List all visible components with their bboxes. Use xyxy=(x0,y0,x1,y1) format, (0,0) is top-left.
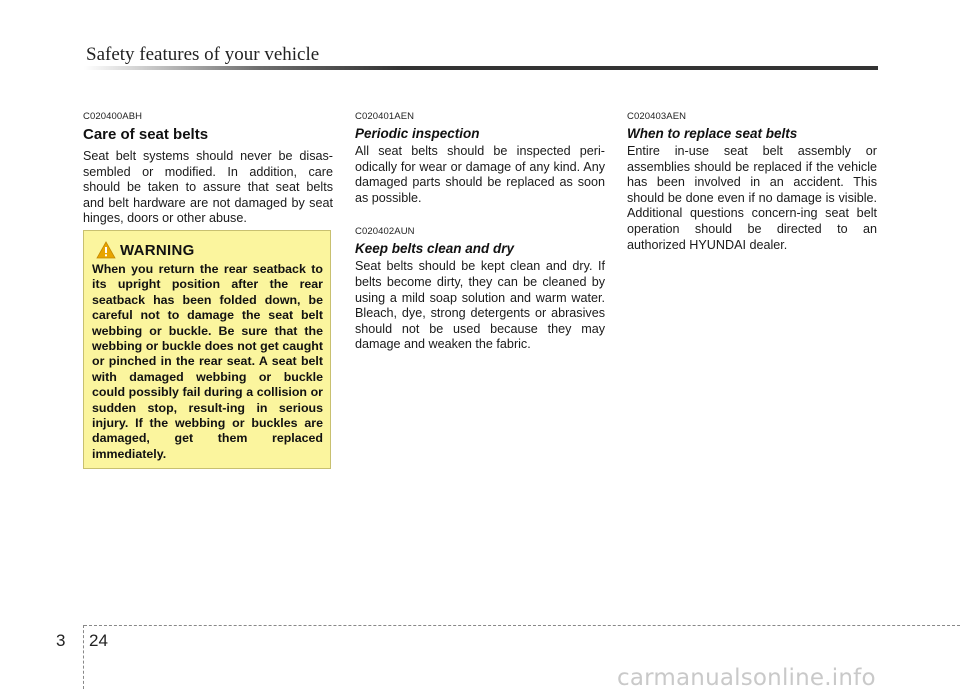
warning-triangle-icon xyxy=(96,241,116,259)
section-title: When to replace seat belts xyxy=(627,126,798,141)
header-rule xyxy=(84,66,878,70)
section-body: Seat belts should be kept clean and dry. If belts become dirty, they can be cleaned by using a mild soap solution and warm water. Bleach, dye, strong detergents or abrasives should not be used because they may damage and weaken the fabric. xyxy=(355,259,605,352)
footer-chapter-number: 3 xyxy=(56,631,66,650)
warning-box xyxy=(83,230,331,469)
section-title: Keep belts clean and dry xyxy=(355,241,515,257)
section-spacer xyxy=(355,206,605,226)
section-code: C020403AEN xyxy=(627,111,687,122)
section-body: Seat belt systems should never be disas-sembled or modified. In addition, care should be taken to assure that seat belts and belt hardware are not damaged by seat hinges, doors or other abuse. xyxy=(83,149,333,226)
footer-divider xyxy=(83,625,84,689)
footer-rule xyxy=(84,625,960,626)
column-inspection-cleaning xyxy=(355,111,605,353)
section-title: Periodic inspection xyxy=(355,126,480,141)
section-body: Entire in-use seat belt assembly or assemblies should be replaced if the vehicle has been involved in an accident. This should be done even if no damage is visible. Additional questions concern-ing seat belt operation should be directed to an authorized HYUNDAI dealer. xyxy=(627,144,877,252)
column-replace-seat-belts xyxy=(627,111,877,253)
column-care-of-seat-belts xyxy=(83,111,333,227)
warning-label: WARNING xyxy=(120,241,195,259)
section-code: C020402AUN xyxy=(355,226,415,238)
section-code: C020401AEN xyxy=(355,111,415,122)
footer-page-number: 24 xyxy=(89,631,108,650)
warning-text: When you return the rear seatback to its upright position after the rear seatback has been folded down, be careful not to damage the seat belt webbing or buckle. Be sure that the webbing or buckle does not get caught or pinched in the rear seat. A seat belt with damaged webbing or buckle could possibly fail during a collision or sudden stop, result-ing in serious injury. If the webbing or buckles are damaged, get them replaced immediately. xyxy=(92,262,323,461)
page-header-title: Safety features of your vehicle xyxy=(86,44,320,65)
watermark: carmanualsonline.info xyxy=(617,665,876,691)
section-body: All seat belts should be inspected peri-odically for wear or damage of any kind. Any damaged parts should be replaced as soon as possible. xyxy=(355,144,605,205)
section-title: Care of seat belts xyxy=(83,126,209,143)
warning-header xyxy=(96,241,323,259)
section-code: C020400ABH xyxy=(83,111,143,122)
